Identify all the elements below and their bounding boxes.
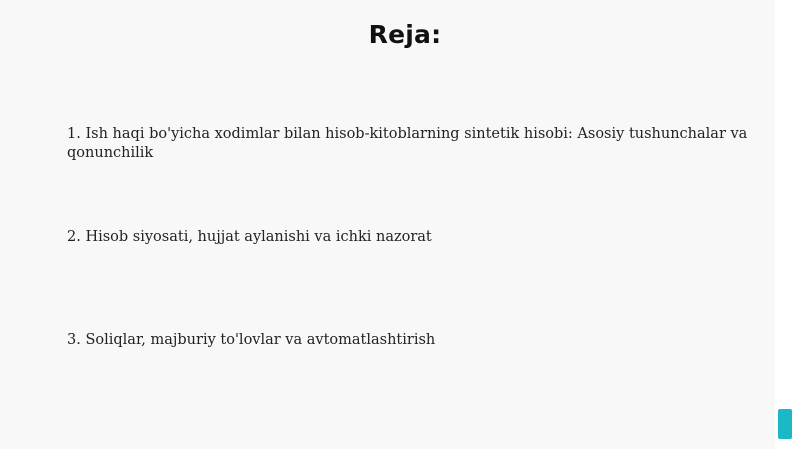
plan-item-1: 1. Ish haqi bo'yicha xodimlar bilan hisob-kitoblarning sintetik hisobi: Asosiy tushunchalar va qonunchilik	[67, 126, 748, 161]
right-panel-edge	[775, 0, 800, 449]
scroll-handle[interactable]	[778, 409, 792, 439]
plan-item-3: 3. Soliqlar, majburiy to'lovlar va avtomatlashtirish	[67, 332, 436, 348]
plan-item-2: 2. Hisob siyosati, hujjat aylanishi va ichki nazorat	[67, 229, 432, 245]
slide-title: Reja:	[368, 20, 442, 49]
